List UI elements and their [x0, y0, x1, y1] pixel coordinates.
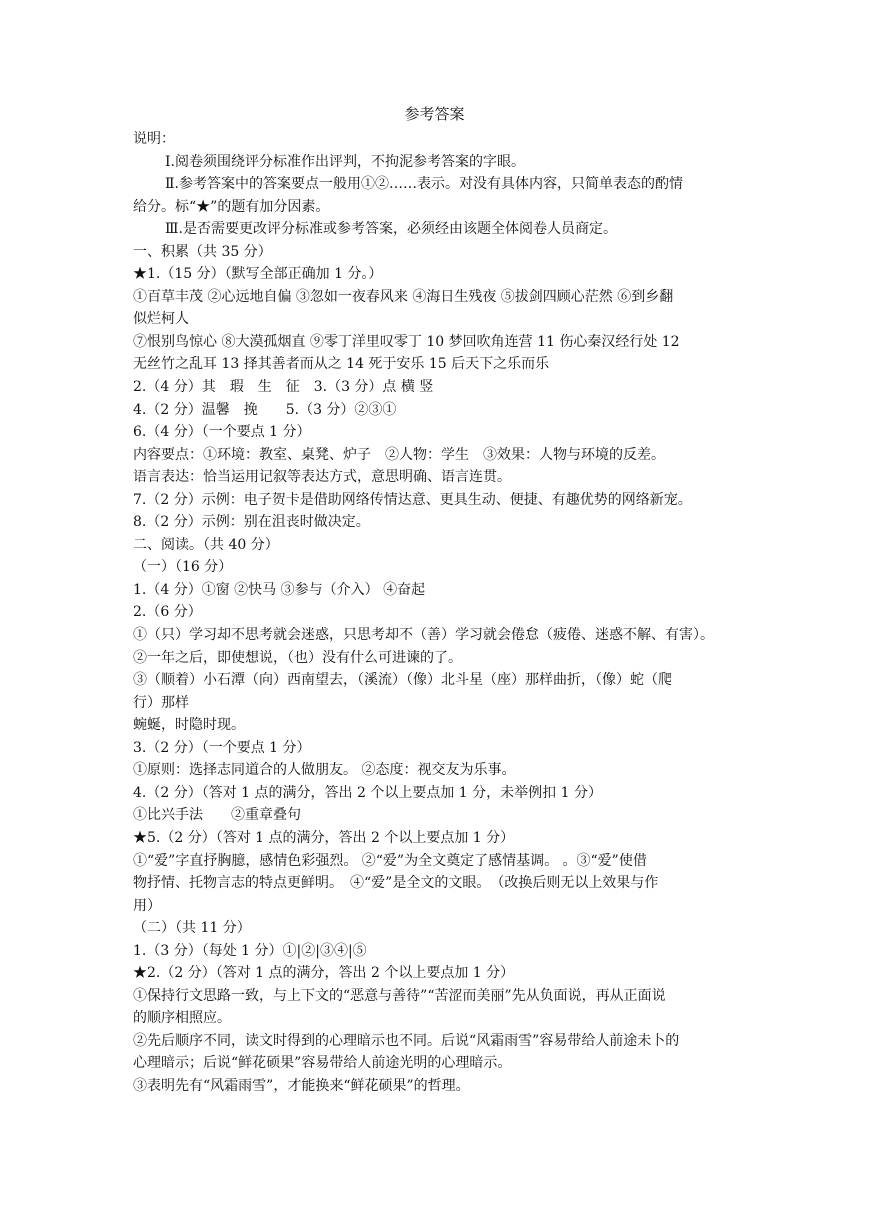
text-line: 8.（2 分）示例：别在沮丧时做决定。: [133, 514, 370, 531]
text-line: 语言表达：恰当运用记叙等表达方式，意思明确、语言连贯。: [133, 469, 511, 486]
subsection-heading: （一）（16 分）: [133, 559, 233, 576]
text-line: 3.（2 分）（一个要点 1 分）: [133, 739, 311, 756]
text-line: 蜿蜒，时隐时现。: [133, 717, 245, 734]
section-heading: 二、阅读。（共 40 分）: [133, 536, 279, 553]
text-line: ①保持行文思路一致，与上下文的“恶意与善待”“苦涩而美丽”先从负面说，再从正面说: [133, 987, 666, 1004]
text-line: 给分。标“★”的题有加分因素。: [133, 198, 330, 215]
text-line: 内容要点：①环境：教室、桌凳、炉子 ②人物：学生 ③效果：人物与环境的反差。: [133, 446, 665, 463]
text-line: ①“爱”字直抒胸臆，感情色彩强烈。 ②“爱”为全文奠定了感情基调。 。③“爱”使借: [133, 852, 647, 869]
text-line: 说明：: [133, 131, 175, 147]
text-line: 无丝竹之乱耳 13 择其善者而从之 14 死于安乐 15 后天下之乐而乐: [133, 356, 550, 373]
text-line: ①比兴手法 ②重章叠句: [133, 807, 301, 824]
text-line: ★5.（2 分）（答对 1 点的满分，答出 2 个以上要点加 1 分）: [133, 829, 515, 846]
text-line: 2.（6 分）: [133, 604, 202, 621]
text-line: 行）那样: [133, 694, 189, 711]
text-line: Ⅰ.阅卷须围绕评分标准作出评判，不拘泥参考答案的字眼。: [165, 153, 525, 170]
text-line: 用）: [133, 897, 161, 914]
text-line: 4.（2 分）（答对 1 点的满分，答出 2 个以上要点加 1 分，未举例扣 1 分）: [133, 784, 602, 801]
subsection-heading: （二）（共 11 分）: [133, 920, 251, 937]
text-line: ③表明先有“风霜雨雪”，才能换来“鲜花硕果”的哲理。: [133, 1077, 470, 1094]
text-line: Ⅱ.参考答案中的答案要点一般用①②……表示。对没有具体内容，只简单表态的酌情: [165, 176, 683, 193]
text-line: Ⅲ.是否需要更改评分标准或参考答案，必须经由该题全体阅卷人员商定。: [165, 221, 617, 238]
page-title: 参考答案: [404, 105, 465, 123]
text-line: 1.（3 分）（每处 1 分）①|②|③④|⑤: [133, 942, 367, 959]
text-line: ②先后顺序不同，读文时得到的心理暗示也不同。后说“风霜雨雪”容易带给人前途未卜的: [133, 1032, 680, 1049]
text-line: ③（顺着）小石潭（向）西南望去，（溪流）（像）北斗星（座）那样曲折，（像）蛇（爬: [133, 672, 672, 689]
text-line: 6.（4 分）（一个要点 1 分）: [133, 424, 311, 441]
text-line: 1.（4 分）①窗 ②快马 ③参与（介入） ④奋起: [133, 581, 426, 598]
text-line: 物抒情、托物言志的特点更鲜明。 ④“爱”是全文的文眼。 （改换后则无以上效果与作: [133, 875, 659, 892]
text-line: ①（只）学习却不思考就会迷惑，只思考却不（善）学习就会倦怠（疲倦、迷惑不解、有害）。: [133, 627, 714, 644]
text-line: ②一年之后，即使想说，（也）没有什么可进谏的了。: [133, 649, 462, 666]
section-heading: 一、积累（共 35 分）: [133, 243, 272, 260]
text-line: 7.（2 分）示例：电子贺卡是借助网络传情达意、更具生动、便捷、有趣优势的网络新宠。: [133, 491, 692, 508]
text-line: ①原则：选择志同道合的人做朋友。 ②态度：视交友为乐事。: [133, 762, 516, 779]
text-line: 心理暗示；后说“鲜花硕果”容易带给人前途光明的心理暗示。: [133, 1055, 512, 1072]
answer-text: [133, 128, 743, 1098]
text-line: 的顺序相照应。: [133, 1010, 231, 1027]
text-line: ①百草丰茂 ②心远地自偏 ③忽如一夜春风来 ④海日生残夜 ⑤拔剑四顾心茫然 ⑥到乡翻: [133, 288, 674, 305]
text-line: 似烂柯人: [133, 311, 189, 328]
text-line: 4.（2 分）温馨 挽 5.（3 分）②③①: [133, 401, 397, 418]
text-line: ★1.（15 分）（默写全部正确加 1 分。）: [133, 266, 383, 283]
text-line: ⑦恨别鸟惊心 ⑧大漠孤烟直 ⑨零丁洋里叹零丁 10 梦回吹角连营 11 伤心秦汉经行处 12: [133, 333, 680, 350]
text-line: ★2.（2 分）（答对 1 点的满分，答出 2 个以上要点加 1 分）: [133, 965, 515, 982]
text-line: 2.（4 分）其 瑕 生 征 3.（3 分）点 横 竖: [133, 379, 434, 396]
